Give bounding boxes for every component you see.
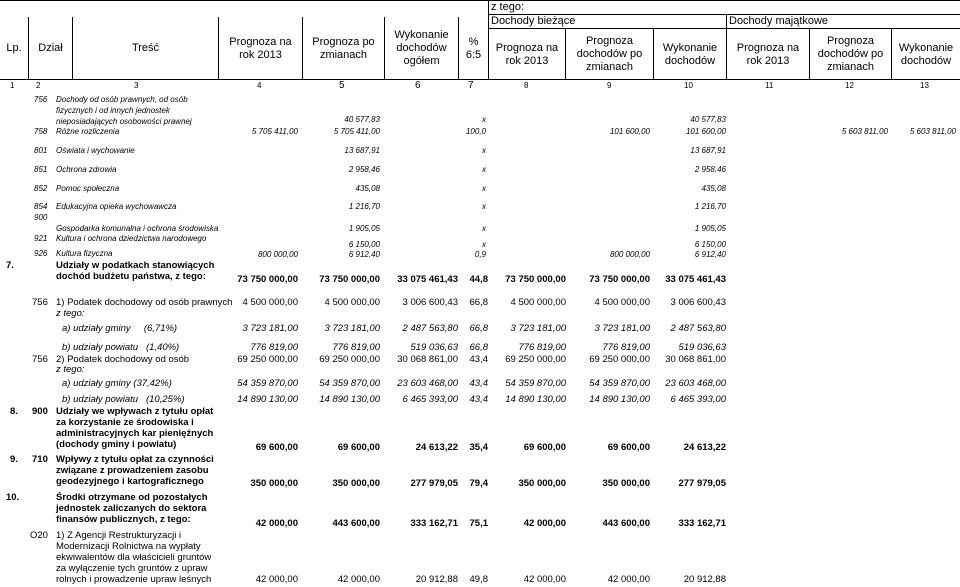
col-prognoza [218,17,302,80]
col-b-wykonanie [653,29,726,80]
sub-c4: 776 819,00 [250,342,298,353]
col-tresc-label: Treść [131,42,160,54]
table-row [0,213,960,235]
section-c6: 33 075 461,43 [397,274,458,285]
sub-c9: 54 359 870,00 [589,378,650,389]
row-c5: 435,08 [355,184,380,193]
col-b-prognoza-pz-label: Prognoza dochodów po zmianach [576,35,643,73]
sub-c8: 42 000,00 [523,574,566,585]
section-row [0,454,960,490]
row-c5: 6 912,40 [348,250,380,259]
col-m-prognoza-pz [809,29,891,80]
sub-c9: 42 000,00 [607,574,650,585]
col-wykonanie [384,17,458,80]
section-c5: 73 750 000,00 [319,274,380,285]
section-lp: 7. [6,260,14,271]
col-num: 12 [845,81,854,90]
sub-c8: 69 250 000,00 [505,354,566,365]
col-procent [458,17,488,80]
sub-c7: 66,8 [469,323,488,334]
row-c6: x [482,224,486,233]
col-num: 2 [36,81,41,90]
col-m-wykonanie-label: Wykonanie dochodów [898,41,954,67]
section-c8: 69 600,00 [523,442,566,453]
sub-text: 2) Podatek dochodowy od osób [56,354,190,365]
dochody-biezace-label: Dochody bieżące [491,15,576,27]
section-lp: 8. [10,406,18,417]
row-c5: 1 905,05 [348,224,380,233]
sub-c8: 4 500 000,00 [510,297,566,308]
col-prognoza-po-zmianach [302,17,384,80]
col-num: 11 [765,81,774,90]
row-dzial: 801 [34,146,48,155]
section-c4: 73 750 000,00 [237,274,298,285]
sub-c6: 519 036,63 [410,342,458,353]
table-row [0,146,960,158]
sub-c7: 43,4 [469,354,488,365]
row-c9: 2 958,46 [694,165,726,174]
sub-c8: 3 723 181,00 [510,323,566,334]
section-c6: 24 613,22 [415,442,458,453]
section-c8: 73 750 000,00 [505,274,566,285]
row-c9: 6 912,40 [694,250,726,259]
sub-c4: 42 000,00 [255,574,298,585]
sub-c6: 20 912,88 [415,574,458,585]
sub-row [0,308,960,320]
section-c6: 333 162,71 [410,518,458,529]
sub-c4: 4 500 000,00 [242,297,298,308]
row-text: Pomoc społeczna [56,184,120,193]
row-dzial: 926 [34,249,48,258]
section-text: Wpływy z tytułu opłat za czynności związane z prowadzeniem zasobu geodezyjnego i kartograficznego [56,454,214,487]
section-c5: 350 000,00 [332,478,380,489]
col-b-wykonanie-label: Wykonanie dochodów [662,41,718,67]
section-text: Środki otrzymane od pozostałych jednostek zaliczanych do sektora finansów publicznych, z tego: [56,492,208,525]
section-c4: 42 000,00 [255,518,298,529]
col-b-prognoza-label: Prognoza na rok 2013 [495,41,559,67]
sub-c9: 776 819,00 [602,342,650,353]
sub-c5: 69 250 000,00 [319,354,380,365]
sub-text: z tego: [56,308,85,319]
row-text: Kultura i ochrona dziedzictwa narodowego [56,234,207,243]
sub-c6: 6 465 393,00 [402,394,458,405]
section-row [0,492,960,528]
section-c7: 35,4 [469,442,488,453]
sub-c4: 14 890 130,00 [237,394,298,405]
sub-text: a) udziały gminy (6,71%) [62,323,178,334]
row-c9: 6 150,00 [694,240,726,249]
sub-c5: 4 500 000,00 [324,297,380,308]
row-dzial: 852 [34,184,48,193]
sub-c8: 14 890 130,00 [505,394,566,405]
row-c9: 40 577,83 [690,115,726,124]
row-text: Oświata i wychowanie [56,146,135,155]
section-c10: 33 075 461,43 [665,274,726,285]
row-c5: 40 577,83 [344,115,380,124]
row-text: Gospodarka komunalna i ochrona środowiska [56,224,219,233]
col-lp [0,17,28,80]
row-text: Ochrona zdrowia [56,165,117,174]
sub-c6: 2 487 563,80 [402,323,458,334]
sub-c7: 66,8 [469,342,488,353]
section-text: Udziały we wpływach z tytułu opłat za korzystanie ze środowiska i administracyjnych kar pieniężnych (dochody gminy i powiatu) [56,406,214,450]
sub-row [0,394,960,406]
section-c10: 277 979,05 [678,478,726,489]
sub-c6: 23 603 468,00 [397,378,458,389]
sub-c7: 66,8 [469,297,488,308]
sub-c4: 3 723 181,00 [242,323,298,334]
sub-c7: 43,4 [469,378,488,389]
sub-row [0,323,960,335]
table-row [0,165,960,177]
col-m-wykonanie [891,29,960,80]
row-c6: x [482,202,486,211]
col-prognoza-label: Prognoza na rok 2013 [229,35,292,61]
col-num: 10 [684,81,693,90]
sub-c5: 42 000,00 [337,574,380,585]
sub-dzial: O20 [30,530,48,541]
col-lp-label: Lp. [6,42,22,54]
table-row [0,127,960,139]
sub-text: 1) Podatek dochodowy od osób prawnych [56,297,233,308]
col-num: 8 [524,81,529,90]
row-dzial: 756 [34,95,48,104]
table-row [0,94,960,124]
sub-c9: 4 500 000,00 [594,297,650,308]
sub-c10: 2 487 563,80 [670,323,726,334]
section-c9: 69 600,00 [607,442,650,453]
col-b-prognoza-pz [565,29,653,80]
row-c6: x [482,165,486,174]
sub-c8: 776 819,00 [518,342,566,353]
sub-text: 1) Z Agencji Restrukturyzacji i Modernizacji Rolnictwa na wypłaty ekwiwalentów dla właścicieli gruntów za wyłączenie tych gruntów z upraw rolnych i prowadzenie upraw leśnych [56,530,212,585]
section-c7: 79,4 [469,478,488,489]
row-c6: x [482,115,486,124]
row-c5: 1 216,70 [348,202,380,211]
section-c7: 75,1 [469,518,488,529]
row-c6: x [482,146,486,155]
sub-text: b) udziały powiatu (10,25%) [62,394,185,405]
sub-c7: 43,4 [469,394,488,405]
table-row [0,184,960,196]
section-c9: 73 750 000,00 [589,274,650,285]
sub-c6: 30 068 861,00 [397,354,458,365]
col-num: 3 [134,81,139,90]
sub-row [0,378,960,390]
sub-c10: 3 006 600,43 [670,297,726,308]
section-c7: 44,8 [469,274,488,285]
sub-row [0,530,960,587]
table-header [0,0,960,80]
row-c9: 1 905,05 [694,224,726,233]
col-dzial-label: Dział [38,42,63,54]
col-wykonanie-label: Wykonanie dochodów ogółem [394,29,449,67]
row-dzial: 851 [34,165,48,174]
row-c4: 800 000,00 [257,250,298,259]
row-text: Różne rozliczenia [56,127,120,136]
row-text: Edukacyjna opieka wychowawcza [56,202,177,211]
section-c8: 42 000,00 [523,518,566,529]
section-c9: 443 600,00 [602,518,650,529]
section-c5: 69 600,00 [337,442,380,453]
sub-c10: 6 465 393,00 [670,394,726,405]
sub-c6: 3 006 600,43 [402,297,458,308]
section-lp: 9. [10,454,18,465]
row-c4: 5 705 411,00 [251,127,298,136]
section-row [0,406,960,454]
col-m-prognoza-label: Prognoza na rok 2013 [736,41,800,67]
row-dzial: 758 [34,127,48,136]
sub-c5: 3 723 181,00 [324,323,380,334]
dochody-majatkowe-label: Dochody majątkowe [729,15,829,27]
section-c9: 350 000,00 [602,478,650,489]
sub-c9: 69 250 000,00 [589,354,650,365]
row-c8: 800 000,00 [609,250,650,259]
col-num: 9 [607,81,612,90]
row-c9: 13 687,91 [690,146,726,155]
col-b-prognoza [489,29,565,80]
section-row [0,260,960,290]
table-body [0,94,960,587]
row-c5: 5 705 411,00 [333,127,380,136]
section-lp: 10. [6,492,20,503]
row-c8: 101 600,00 [609,127,650,136]
sub-dzial: 756 [32,297,48,308]
row-c9: 435,08 [701,184,726,193]
sub-c5: 54 359 870,00 [319,378,380,389]
section-c6: 277 979,05 [410,478,458,489]
section-c4: 69 600,00 [255,442,298,453]
section-c10: 333 162,71 [678,518,726,529]
sub-c8: 54 359 870,00 [505,378,566,389]
sub-c10: 519 036,63 [678,342,726,353]
row-dzial: 921 [34,234,48,243]
col-procent-label: % 6:5 [465,35,482,61]
section-c10: 24 613,22 [683,442,726,453]
sub-c10: 30 068 861,00 [665,354,726,365]
row-text: Kultura fizyczna [56,249,113,258]
row-c6: x [482,184,486,193]
col-dzial [28,17,72,80]
sub-c10: 20 912,88 [683,574,726,585]
sub-c9: 14 890 130,00 [589,394,650,405]
section-c8: 350 000,00 [518,478,566,489]
row-c6: x [482,240,486,249]
col-num: 7 [468,80,474,91]
row-c5: 2 958,46 [348,165,380,174]
row-c5: 13 687,91 [344,146,380,155]
sub-row [0,342,960,354]
col-num: 6 [415,80,421,91]
sub-dzial: 756 [32,354,48,365]
sub-c5: 776 819,00 [332,342,380,353]
section-dzial: 900 [32,406,48,417]
sub-c9: 3 723 181,00 [594,323,650,334]
row-c9: 1 216,70 [694,202,726,211]
row-text: Dochody od osób prawnych, od osób fizycznych i od innych jednostek nieposiadających osobowości prawnej [56,95,192,126]
sub-row [0,364,960,376]
row-c6: 100,0 [465,127,486,136]
col-num: 5 [339,80,345,91]
row-c12: 5 603 811,00 [909,127,956,136]
z-tego-label: z tego: [491,1,525,13]
row-c6: 0,9 [474,250,486,259]
col-num: 4 [257,81,262,90]
row-c9: 101 600,00 [685,127,726,136]
section-c4: 350 000,00 [250,478,298,489]
sub-text: b) udziały powiatu (1,40%) [62,342,180,353]
col-prognoza-pz-label: Prognoza po zmianach [312,35,375,61]
sub-text: a) udziały gminy (37,42%) [62,378,172,389]
column-numbers-row [0,80,960,94]
col-m-prognoza [727,29,809,80]
sub-c7: 49,8 [469,574,488,585]
sub-c10: 23 603 468,00 [665,378,726,389]
row-dzial: 900 [34,213,48,222]
sub-c5: 14 890 130,00 [319,394,380,405]
section-text: Udziały w podatkach stanowiących dochód budżetu państwa, z tego: [56,260,215,282]
col-m-prognoza-pz-label: Prognoza dochodów po zmianach [817,35,884,73]
row-c11: 5 603 811,00 [841,127,888,136]
sub-c4: 54 359 870,00 [237,378,298,389]
row-c5: 6 150,00 [348,240,380,249]
section-c5: 443 600,00 [332,518,380,529]
sub-text: z tego: [56,364,85,375]
col-num: 1 [10,81,15,90]
section-dzial: 710 [32,454,48,465]
row-dzial: 854 [34,202,48,211]
col-tresc [72,17,218,80]
col-num: 13 [920,81,929,90]
sub-c4: 69 250 000,00 [237,354,298,365]
